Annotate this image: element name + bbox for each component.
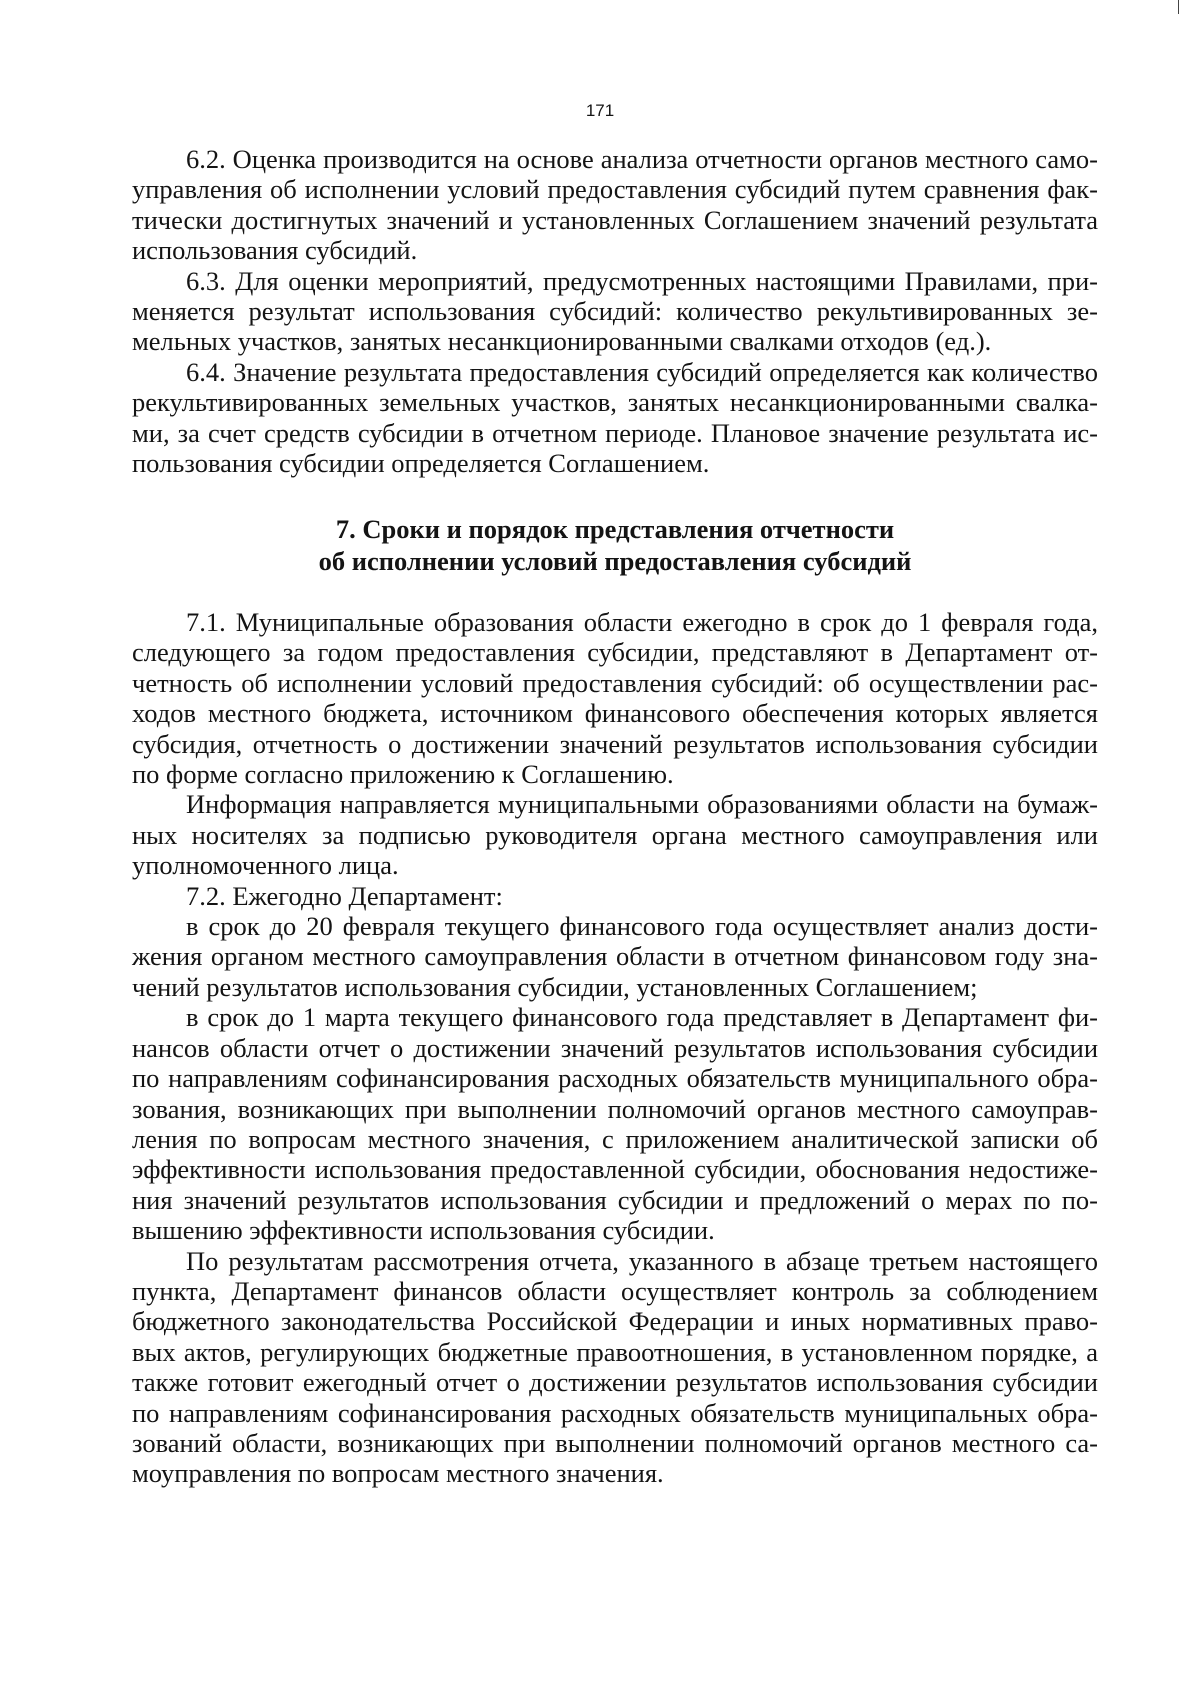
text-line: следующего за годом предоставления субсидии, представляют в Департамент от- [132,637,1098,668]
text-line: рекультивированных земельных участков, занятых несанкционированными свалка- [132,387,1098,418]
text-line: моуправления по вопросам местного значения. [132,1458,664,1489]
text-line: использования субсидий. [132,235,418,266]
heading-line: 7. Сроки и порядок представления отчетности [335,514,895,544]
scan-edge-mark [1178,0,1179,14]
text-line: 6.3. Для оценки мероприятий, предусмотренных настоящими Правилами, при- [186,265,1098,296]
text-line: по направлениям софинансирования расходных обязательств муниципального обра- [132,1063,1098,1094]
text-line: эффективности использования предоставленной субсидии, обоснования недостиже- [132,1154,1098,1185]
text-line: по форме согласно приложению к Соглашению. [132,759,674,790]
text-line: меняется результат использования субсидий: количество рекультивированных зе- [132,296,1098,327]
text-line: 6.4. Значение результата предоставления субсидий определяется как количество [186,356,1098,387]
text-line: ходов местного бюджета, источником финансового обеспечения которых является [132,698,1098,729]
text-line: чений результатов использования субсидии, установленных Соглашением; [132,971,978,1002]
paragraph [132,911,1098,1002]
text-line: по направлениям софинансирования расходных обязательств муниципальных обра- [132,1397,1098,1428]
text-line: также готовит ежегодный отчет о достижении результатов использования субсидии [132,1367,1098,1398]
text-line: ния значений результатов использования субсидии и предложений о мерах по по- [132,1184,1098,1215]
text-line: в срок до 1 марта текущего финансового года представляет в Департамент фи- [186,1002,1098,1033]
paragraph [132,1246,1098,1489]
paragraph [132,144,1098,266]
text-line: субсидия, отчетность о достижении значений результатов использования субсидии [132,728,1098,759]
text-line: 6.2. Оценка производится на основе анализа отчетности органов местного само- [186,144,1098,174]
text-line: ных носителях за подписью руководителя органа местного самоуправления или [132,819,1098,850]
text-line: вышению эффективности использования субсидии. [132,1215,715,1246]
section-7-text [132,607,1098,1489]
text-line: Информация направляется муниципальными образованиями области на бумаж- [186,789,1098,820]
text-line: четность об исполнении условий предоставления субсидий: об осуществлении рас- [132,667,1098,698]
text-line: зования, возникающих при выполнении полномочий органов местного самоуправ- [132,1093,1098,1124]
text-line: ми, за счет средств субсидии в отчетном периоде. Плановое значение результата ис- [132,417,1098,448]
paragraph [132,789,1098,880]
page-number: 171 [585,101,615,120]
text-line: мельных участков, занятых несанкционированными свалками отходов (ед.). [132,326,992,357]
text-line: пользования субсидии определяется Соглашением. [132,448,710,479]
heading-line: об исполнении условий предоставления субсидий [318,546,912,576]
paragraph [132,881,1098,911]
text-line: вых актов, регулирующих бюджетные правоотношения, в установленном порядке, а [132,1336,1098,1367]
text-line: ления по вопросам местного значения, с приложением аналитической записки об [132,1123,1098,1154]
paragraph [132,357,1098,479]
paragraph [132,266,1098,357]
text-line: нансов области отчет о достижении значений результатов использования субсидии [132,1032,1098,1063]
section-6-text [132,144,1098,478]
text-line: зований области, возникающих при выполнении полномочий органов местного са- [132,1427,1098,1458]
text-line: 7.2. Ежегодно Департамент: [186,880,503,911]
text-line: По результатам рассмотрения отчета, указанного в абзаце третьем настоящего [186,1245,1098,1276]
text-line: 7.1. Муниципальные образования области ежегодно в срок до 1 февраля года, [186,607,1098,637]
text-line: уполномоченного лица. [132,850,399,881]
text-line: бюджетного законодательства Российской Федерации и иных нормативных право- [132,1306,1098,1337]
paragraph [132,607,1098,789]
text-line: в срок до 20 февраля текущего финансового года осуществляет анализ дости- [186,911,1098,942]
text-line: управления об исполнении условий предоставления субсидий путем сравнения фак- [132,174,1098,205]
text-line: тически достигнутых значений и установленных Соглашением значений результата [132,204,1098,235]
paragraph [132,1002,1098,1245]
text-line: жения органом местного самоуправления области в отчетном финансовом году зна- [132,941,1098,972]
text-line: пункта, Департамент финансов области осуществляет контроль за соблюдением [132,1275,1098,1306]
section-7-heading [132,513,1098,577]
